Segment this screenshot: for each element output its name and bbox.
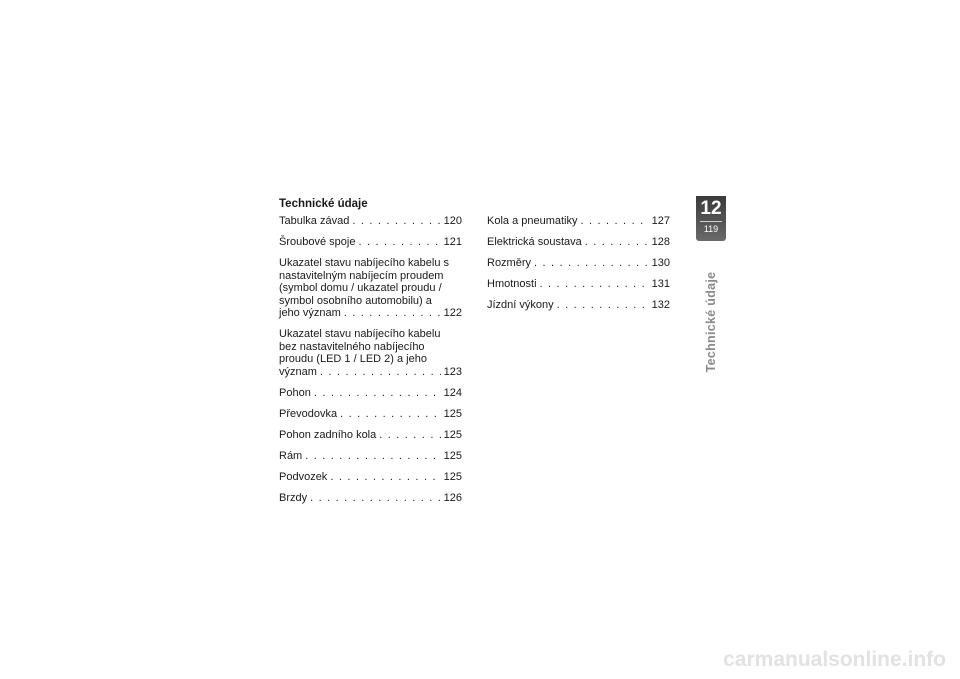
toc-entry-row: [279, 450, 462, 463]
toc-entry[interactable]: [487, 257, 670, 270]
toc-entry[interactable]: [279, 387, 462, 400]
toc-entry-text: (symbol domu / ukazatel proudu /: [279, 282, 442, 294]
toc-entry[interactable]: [279, 215, 462, 228]
toc-entry-text: bez nastavitelného nabíjecího: [279, 340, 425, 353]
toc-entry-text: Jízdní výkony: [487, 299, 554, 311]
toc-entry-text: Šroubové spoje: [279, 236, 356, 248]
toc-dot-leader: [340, 408, 441, 421]
toc-page-number: 120: [443, 215, 462, 227]
toc-entry-row: [279, 307, 462, 320]
toc-entry[interactable]: [279, 450, 462, 463]
toc-page-number: 126: [443, 491, 462, 504]
toc-dot-leader: [344, 307, 441, 320]
toc-entry-row: [279, 471, 462, 484]
chapter-tab: [696, 196, 726, 241]
toc-entry[interactable]: [279, 236, 462, 249]
toc-entry[interactable]: [487, 278, 670, 291]
toc-page-number: 131: [651, 278, 670, 290]
toc-dot-leader: [314, 387, 441, 400]
toc-page-number: 122: [443, 307, 462, 319]
watermark: carmanualsonline.info: [723, 648, 946, 671]
toc-entry-row: [279, 215, 462, 228]
toc-entry-text: symbol osobního automobilu) a: [279, 294, 432, 307]
toc-dot-leader: [352, 215, 440, 228]
toc-entry-text: Kola a pneumatiky: [487, 215, 578, 227]
toc-entry-text: Elektrická soustava: [487, 236, 582, 248]
toc-page-number: 130: [651, 257, 670, 269]
toc-entry-text: význam: [279, 365, 317, 378]
toc-entry[interactable]: [279, 471, 462, 484]
toc-page-number: 125: [443, 407, 462, 420]
toc-entry[interactable]: [487, 215, 670, 228]
chapter-divider: [700, 221, 722, 222]
toc-entry-row: [279, 429, 462, 442]
toc-dot-leader: [585, 236, 649, 249]
toc-entry-row: [487, 257, 670, 270]
toc-entry[interactable]: [487, 236, 670, 249]
toc-entry-row: [487, 299, 670, 312]
toc-entry-text: Rám: [279, 449, 303, 462]
toc-dot-leader: [305, 450, 440, 463]
chapter-number: 12: [700, 198, 722, 219]
toc-dot-leader: [320, 366, 441, 379]
toc-entry[interactable]: [279, 492, 462, 505]
toc-page-number: 123: [443, 365, 462, 378]
toc-entry-text: jeho význam: [279, 307, 341, 319]
toc-entry-text: Ukazatel stavu nabíjecího kabelu s: [279, 257, 449, 269]
toc-left-column: [279, 215, 462, 513]
toc-right-column: [487, 215, 670, 320]
toc-entry-text: Pohon zadního kola: [279, 428, 377, 441]
toc-entry[interactable]: [487, 299, 670, 312]
toc-entry-row: [279, 408, 462, 421]
toc-entry[interactable]: [279, 429, 462, 442]
toc-dot-leader: [534, 257, 649, 270]
toc-dot-leader: [557, 299, 649, 312]
toc-page-number: 132: [651, 299, 670, 311]
toc-page-number: 128: [651, 236, 670, 248]
toc-dot-leader: [540, 278, 649, 291]
toc-entry-row: [279, 366, 462, 379]
toc-page-number: 125: [443, 428, 462, 441]
toc-entry[interactable]: [279, 328, 462, 378]
toc-entry-row: [487, 278, 670, 291]
toc-entry-text: Převodovka: [279, 407, 338, 420]
toc-dot-leader: [358, 236, 440, 249]
toc-dot-leader: [310, 492, 441, 505]
toc-entry-text: Pohon: [279, 386, 311, 399]
toc-entry-text: Podvozek: [279, 470, 328, 483]
toc-dot-leader: [330, 471, 440, 484]
toc-page-number: 127: [651, 215, 670, 227]
toc-entry-text: Brzdy: [279, 491, 308, 504]
page-number: 119: [703, 224, 719, 234]
toc-dot-leader: [581, 215, 649, 228]
toc-dot-leader: [379, 429, 440, 442]
toc-page-number: 125: [443, 449, 462, 462]
toc-entry-row: [487, 215, 670, 228]
toc-page-number: 124: [443, 386, 462, 399]
toc-entry[interactable]: [279, 257, 462, 320]
toc-entry-row: [279, 387, 462, 400]
toc-entry-text: nastavitelným nabíjecím proudem: [279, 269, 444, 282]
toc-entry-text: Rozměry: [487, 257, 532, 269]
toc-page-number: 121: [443, 236, 462, 248]
toc-entry[interactable]: [279, 408, 462, 421]
toc-entry-text: proudu (LED 1 / LED 2) a jeho: [279, 353, 427, 365]
toc-entry-row: [279, 236, 462, 249]
chapter-side-label: Technické údaje: [704, 271, 718, 373]
toc-entry-text: Hmotnosti: [487, 278, 537, 290]
toc-entry-text: Tabulka závad: [279, 215, 350, 227]
toc-entry-row: [279, 492, 462, 505]
page-title: Technické údaje: [279, 198, 368, 210]
toc-page-number: 125: [443, 470, 462, 483]
toc-entry-row: [487, 236, 670, 249]
toc-entry-text: Ukazatel stavu nabíjecího kabelu: [279, 328, 441, 340]
